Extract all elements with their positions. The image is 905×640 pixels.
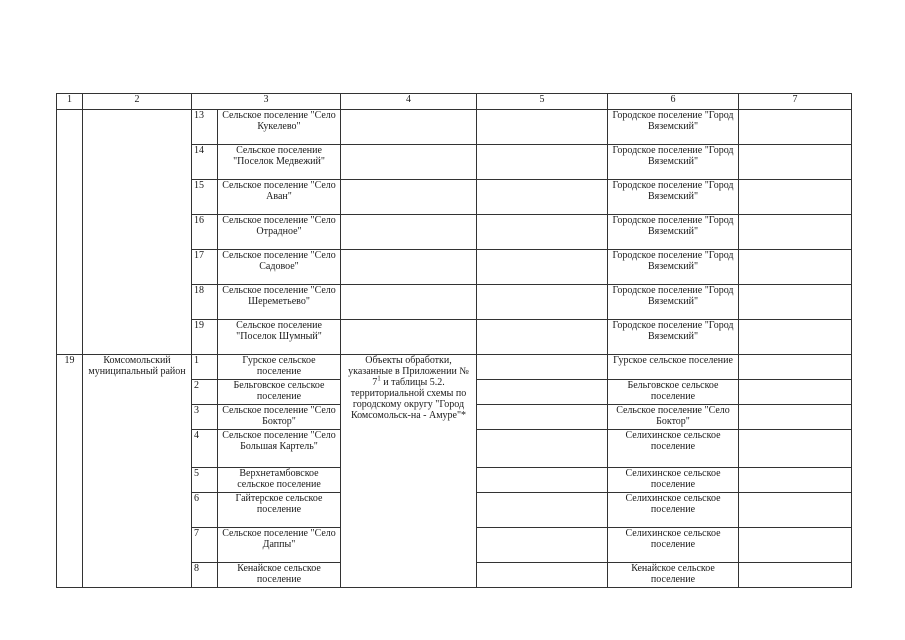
header-cell: 2 [83,94,192,110]
settlement-name: Сельское поселение "Село Отрадное" [218,215,341,250]
settlement-name: Гурское сельское поселение [218,355,341,380]
row-number: 14 [192,145,218,180]
settlement-name: Сельское поселение "Поселок Медвежий" [218,145,341,180]
settlement-name: Сельское поселение "Село Кукелево" [218,110,341,145]
table-row [57,355,852,380]
empty-cell [739,320,852,355]
empty-cell [739,380,852,405]
col6-value: Городское поселение "Город Вяземский" [608,285,739,320]
empty-cell [477,180,608,215]
row-number: 13 [192,110,218,145]
row-number: 5 [192,468,218,493]
settlement-name: Сельское поселение "Село Аван" [218,180,341,215]
settlement-name: Сельское поселение "Поселок Шумный" [218,320,341,355]
col6-value: Селихинское сельское поселение [608,468,739,493]
empty-cell [739,145,852,180]
empty-cell [739,180,852,215]
processing-objects-text: Объекты обработки, указанные в Приложении № 7 [348,355,469,388]
col6-value: Сельское поселение "Село Боктор" [608,405,739,430]
row-number: 6 [192,493,218,528]
settlement-name: Сельское поселение "Село Большая Картель" [218,430,341,468]
col6-value: Городское поселение "Город Вяземский" [608,250,739,285]
header-cell: 1 [57,94,83,110]
header-cell: 4 [341,94,477,110]
row-number: 1 [192,355,218,380]
col6-value: Городское поселение "Город Вяземский" [608,110,739,145]
empty-cell [477,215,608,250]
row-number: 4 [192,430,218,468]
col6-value: Городское поселение "Город Вяземский" [608,320,739,355]
empty-cell [477,110,608,145]
row-number: 15 [192,180,218,215]
empty-cell [739,355,852,380]
col6-value: Селихинское сельское поселение [608,528,739,563]
settlement-name: Верхнетамбовское сельское поселение [218,468,341,493]
row-number: 7 [192,528,218,563]
empty-cell [739,110,852,145]
settlement-name: Гайтерское сельское поселение [218,493,341,528]
processing-objects-text-cont: и таблицы 5.2. территориальной схемы по городскому округу "Город Комсомольск-на - Амуре"* [350,377,467,421]
empty-cell [341,180,477,215]
row-number: 17 [192,250,218,285]
empty-cell [739,215,852,250]
settlement-name: Бельговское сельское поселение [218,380,341,405]
table-row [57,110,852,145]
empty-cell [739,430,852,468]
settlement-name: Сельское поселение "Село Боктор" [218,405,341,430]
empty-cell [739,250,852,285]
footnote-superscript: 1 [377,374,381,383]
empty-cell [739,468,852,493]
settlement-name: Сельское поселение "Село Даппы" [218,528,341,563]
empty-cell [739,285,852,320]
row-number: 3 [192,405,218,430]
empty-cell [341,250,477,285]
data-table [56,93,852,588]
col6-value: Кенайское сельское поселение [608,563,739,588]
empty-cell [477,405,608,430]
empty-cell [739,493,852,528]
processing-objects-note [341,355,477,588]
header-row [57,94,852,110]
empty-cell [477,320,608,355]
col6-value: Селихинское сельское поселение [608,493,739,528]
empty-cell [477,355,608,380]
empty-cell [739,405,852,430]
settlement-name: Сельское поселение "Село Шереметьево" [218,285,341,320]
row-number: 16 [192,215,218,250]
district-index: 19 [57,355,83,588]
empty-cell [477,493,608,528]
empty-cell [477,430,608,468]
row-number: 8 [192,563,218,588]
settlement-name: Сельское поселение "Село Садовое" [218,250,341,285]
col6-value: Бельговское сельское поселение [608,380,739,405]
row-number: 2 [192,380,218,405]
district-name: Комсомольский муниципальный район [83,355,192,588]
col6-value: Гурское сельское поселение [608,355,739,380]
row-number: 19 [192,320,218,355]
header-cell: 5 [477,94,608,110]
header-cell: 7 [739,94,852,110]
empty-cell [477,285,608,320]
col6-value: Городское поселение "Город Вяземский" [608,145,739,180]
empty-cell [57,110,83,355]
empty-cell [341,145,477,180]
empty-cell [739,528,852,563]
empty-cell [477,380,608,405]
header-cell: 6 [608,94,739,110]
empty-cell [739,563,852,588]
empty-cell [477,528,608,563]
col6-value: Селихинское сельское поселение [608,430,739,468]
empty-cell [477,145,608,180]
empty-cell [477,563,608,588]
settlement-name: Кенайское сельское поселение [218,563,341,588]
empty-cell [341,110,477,145]
row-number: 18 [192,285,218,320]
empty-cell [477,468,608,493]
empty-cell [341,285,477,320]
empty-cell [83,110,192,355]
empty-cell [341,215,477,250]
header-cell: 3 [192,94,341,110]
empty-cell [341,320,477,355]
col6-value: Городское поселение "Город Вяземский" [608,215,739,250]
col6-value: Городское поселение "Город Вяземский" [608,180,739,215]
empty-cell [477,250,608,285]
